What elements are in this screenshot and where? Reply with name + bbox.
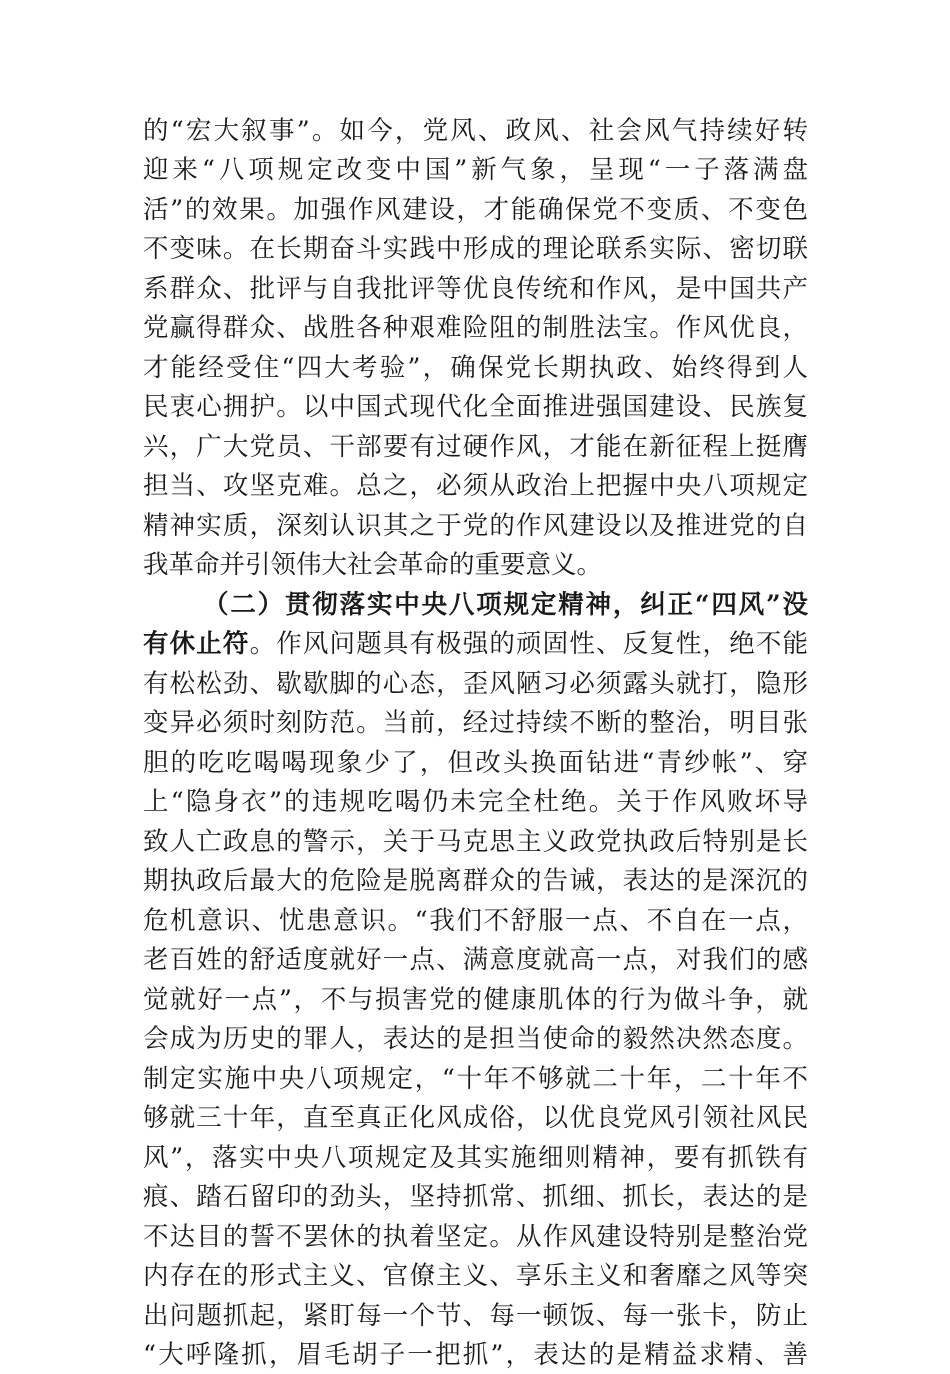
text-line: 党赢得群众、战胜各种艰难险阻的制胜法宝。作风优良， bbox=[143, 313, 808, 343]
text-line: 不达目的誓不罢休的执着坚定。从作风建设特别是整治党 bbox=[143, 1222, 808, 1252]
text-line: 致人亡政息的警示，关于马克思主义政党执政后特别是长 bbox=[143, 827, 808, 857]
text-line: 风”，落实中央八项规定及其实施细则精神，要有抓铁有 bbox=[143, 1143, 808, 1173]
text-line: 我革命并引领伟大社会革命的重要意义。 bbox=[143, 550, 603, 580]
text-line: 不变味。在长期奋斗实践中形成的理论联系实际、密切联 bbox=[143, 234, 808, 264]
text-line-rest: 。作风问题具有极强的顽固性、反复性，绝不能 bbox=[249, 629, 808, 659]
section-heading: （二）贯彻落实中央八项规定精神，纠正“四风”没 bbox=[203, 590, 808, 620]
text-line: 够就三十年，直至真正化风成俗，以优良党风引领社风民 bbox=[143, 1103, 808, 1133]
text-line: 兴，广大党员、干部要有过硬作风，才能在新征程上挺膺 bbox=[143, 432, 808, 462]
text-line: 变异必须时刻防范。当前，经过持续不断的整治，明目张 bbox=[143, 708, 808, 738]
text-line: 迎来“八项规定改变中国”新气象，呈现“一子落满盘 bbox=[143, 155, 808, 185]
text-line: 老百姓的舒适度就好一点、满意度就高一点，对我们的感 bbox=[143, 945, 808, 975]
text-line: 期执政后最大的危险是脱离群众的告诫，表达的是深沉的 bbox=[143, 866, 808, 896]
text-line: 担当、攻坚克难。总之，必须从政治上把握中央八项规定 bbox=[143, 471, 808, 501]
text-line: 民衷心拥护。以中国式现代化全面推进强国建设、民族复 bbox=[143, 392, 808, 422]
text-line: “大呼隆抓，眉毛胡子一把抓”，表达的是精益求精、善 bbox=[143, 1340, 808, 1370]
text-line: 制定实施中央八项规定，“十年不够就二十年，二十年不 bbox=[143, 1064, 808, 1094]
section-heading-end: 有休止符 bbox=[143, 629, 250, 659]
text-line: 内存在的形式主义、官僚主义、享乐主义和奢靡之风等突 bbox=[143, 1261, 808, 1291]
text-line: 痕、踏石留印的劲头，坚持抓常、抓细、抓长，表达的是 bbox=[143, 1182, 808, 1212]
text-line: 有松松劲、歇歇脚的心态，歪风陋习必须露头就打，隐形 bbox=[143, 669, 808, 699]
text-line: 出问题抓起，紧盯每一个节、每一顿饭、每一张卡，防止 bbox=[143, 1301, 808, 1331]
text-line: 才能经受住“四大考验”，确保党长期执政、始终得到人 bbox=[143, 353, 808, 383]
text-line: 精神实质，深刻认识其之于党的作风建设以及推进党的自 bbox=[143, 511, 808, 541]
text-line bbox=[143, 625, 808, 663]
text-line: 胆的吃吃喝喝现象少了，但改头换面钻进“青纱帐”、穿 bbox=[143, 748, 808, 778]
text-line: 的“宏大叙事”。如今，党风、政风、社会风气持续好转 bbox=[143, 116, 808, 146]
text-line: 会成为历史的罪人，表达的是担当使命的毅然决然态度。 bbox=[143, 1024, 808, 1054]
text-line: 危机意识、忧患意识。“我们不舒服一点、不自在一点， bbox=[143, 906, 808, 936]
text-line: 活”的效果。加强作风建设，才能确保党不变质、不变色 bbox=[143, 195, 808, 225]
text-line: 系群众、批评与自我批评等优良传统和作风，是中国共产 bbox=[143, 274, 808, 304]
text-line: 上“隐身衣”的违规吃喝仍未完全杜绝。关于作风败坏导 bbox=[143, 787, 808, 817]
text-line: 觉就好一点”，不与损害党的健康肌体的行为做斗争，就 bbox=[143, 985, 808, 1015]
